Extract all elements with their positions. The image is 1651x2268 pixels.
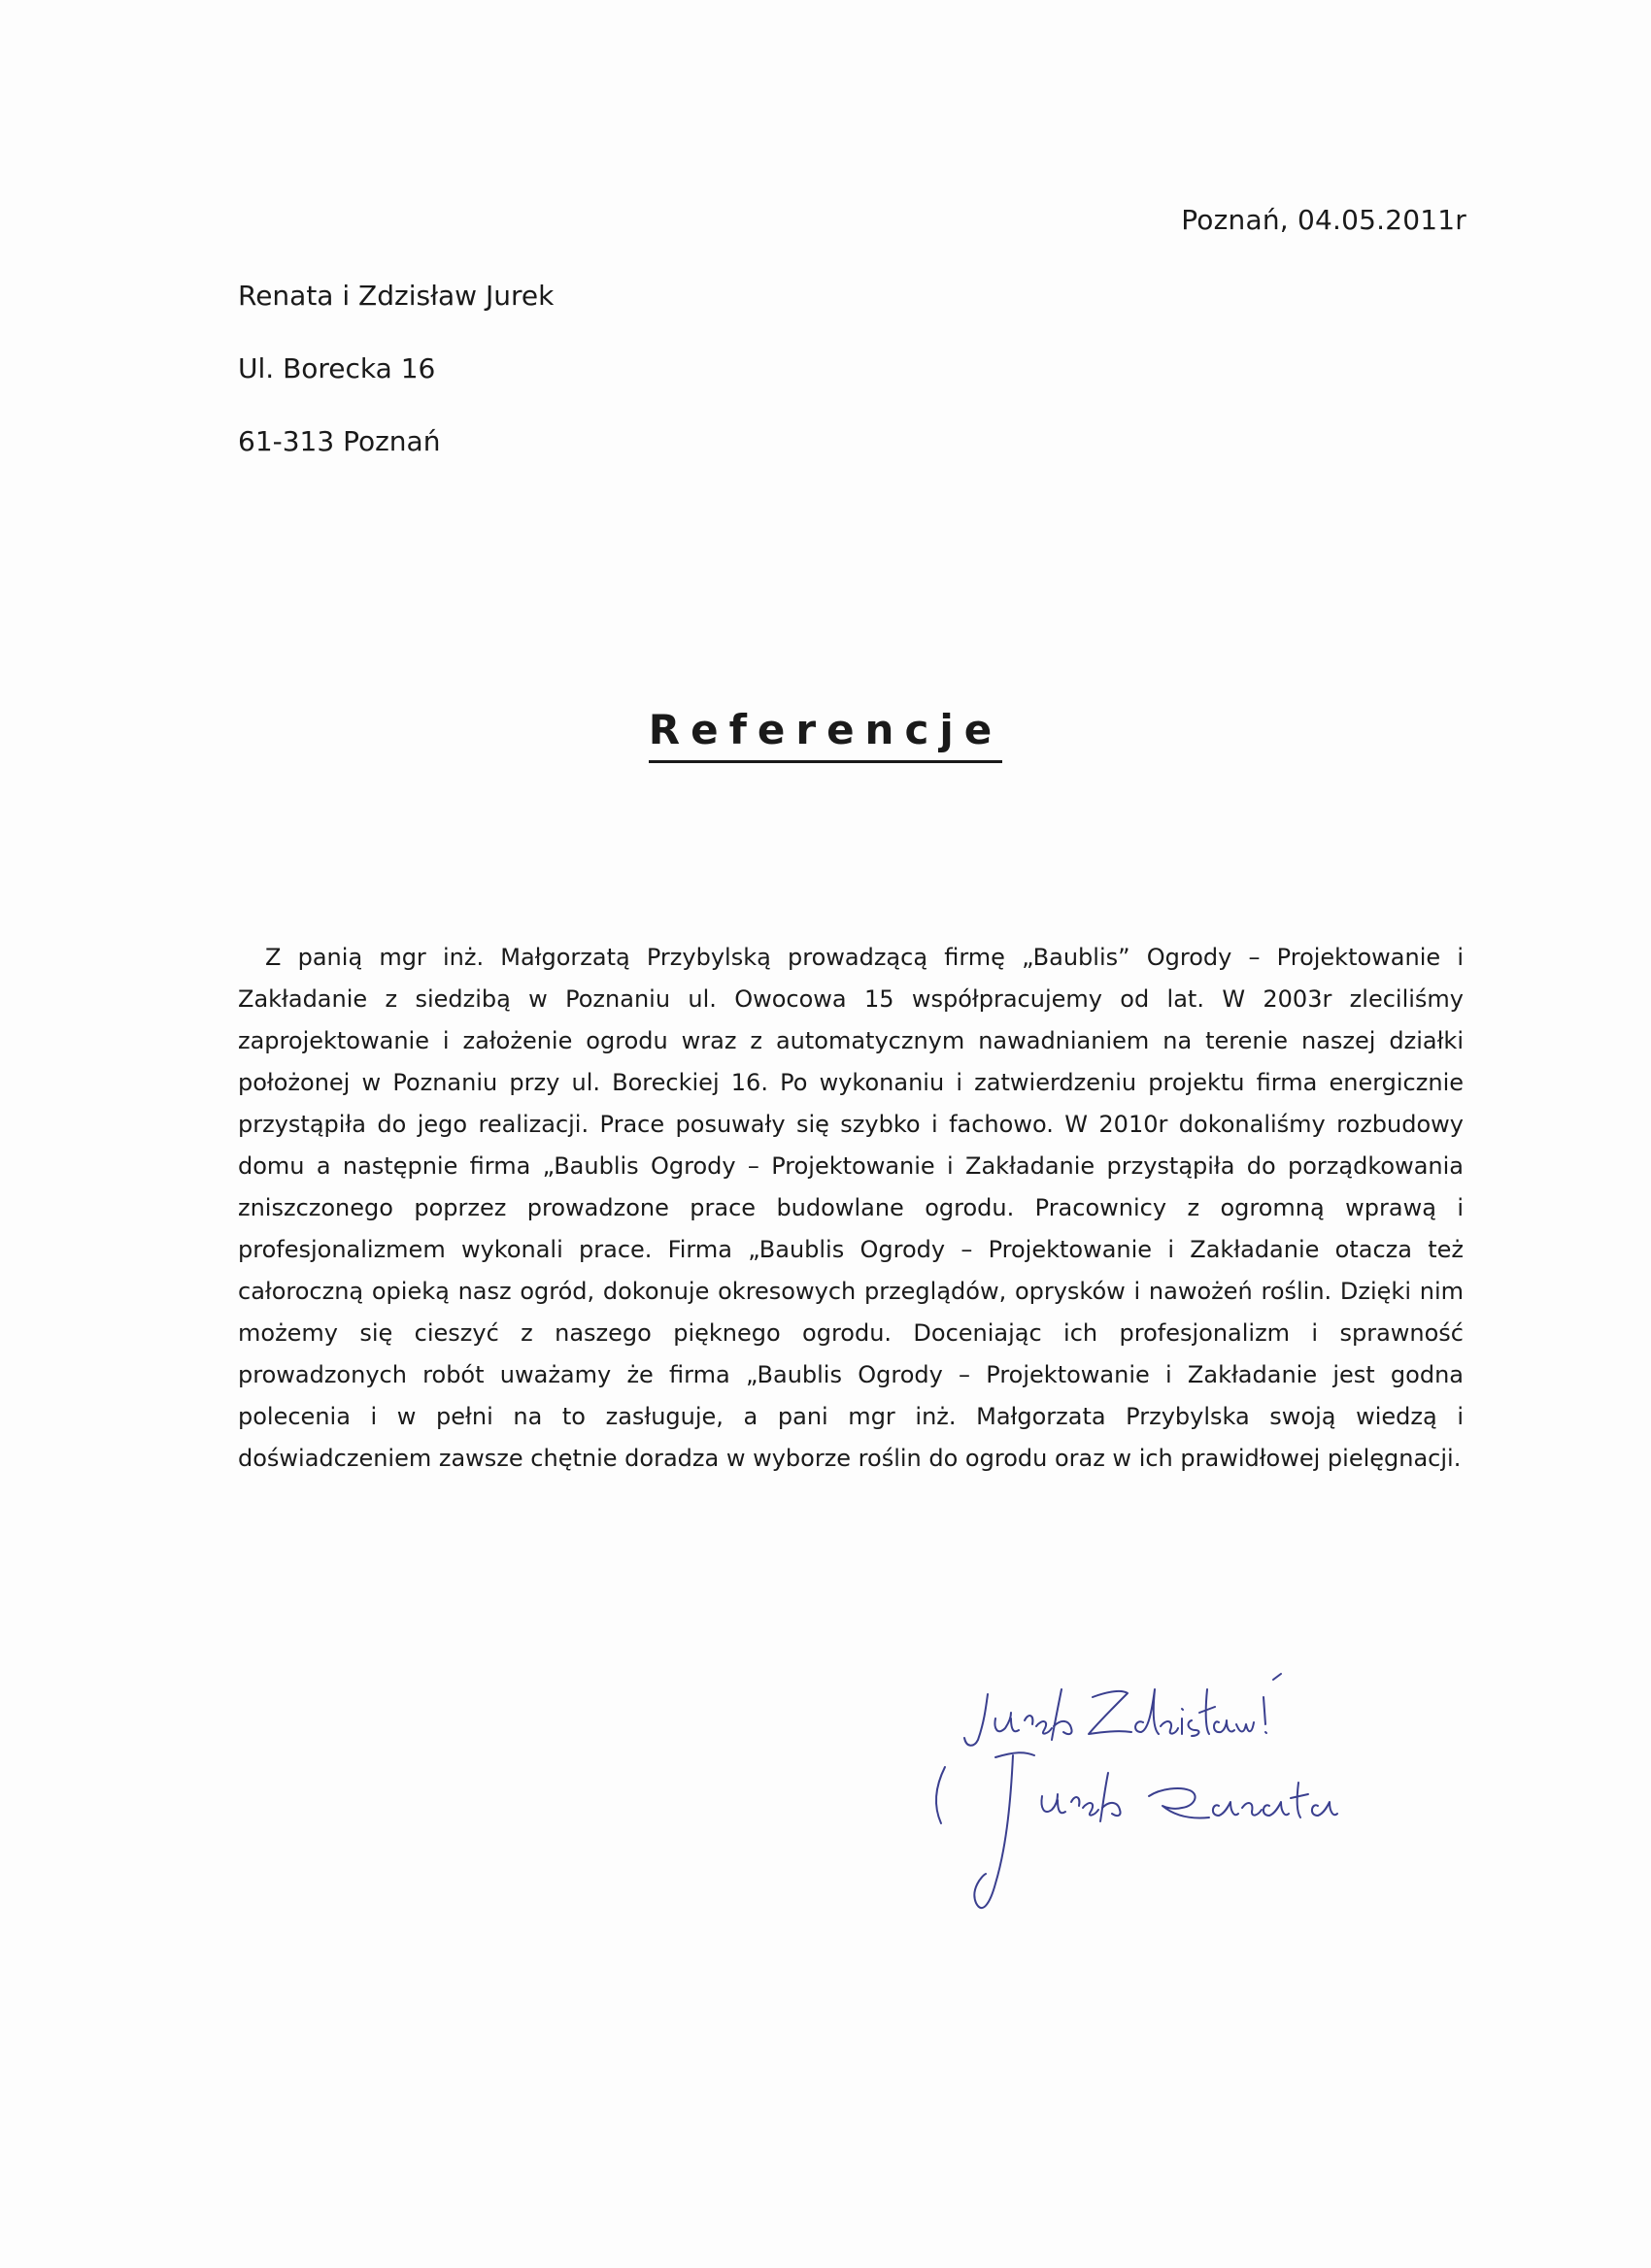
letter-date: Poznań, 04.05.2011r: [1181, 204, 1466, 236]
letter-title-wrapper: [0, 704, 1651, 763]
signature-drawing: [927, 1651, 1394, 2019]
letter-body: Z panią mgr inż. Małgorzatą Przybylską prowadzącą firmę „Baublis” Ogrody – Projektowanie i Zakładanie z siedzibą w Poznaniu ul. Owocowa 15 współpracujemy od lat. W 2003r zleciliśmy zaprojektowanie i założenie ogrodu wraz z automatycznym nawadnianiem na terenie naszej działki położonej w Poznaniu przy ul. Boreckiej 16. Po wykonaniu i zatwierdzeniu projektu firma energicznie przystąpiła do jego realizacji. Prace posuwały się szybko i fachowo. W 2010r dokonaliśmy rozbudowy domu a następnie firma „Baublis Ogrody – Projektowanie i Zakładanie przystąpiła do porządkowania zniszczonego poprzez prowadzone prace budowlane ogrodu. Pracownicy z ogromną wprawą i profesjonalizmem wykonali prace. Firma „Baublis Ogrody – Projektowanie i Zakładanie otacza też całoroczną opieką nasz ogród, dokonuje okresowych przeglądów, oprysków i nawożeń roślin. Dzięki nim możemy się cieszyć z naszego pięknego ogrodu. Doceniając ich profesjonalizm i sprawność prowadzonych robót uważamy że firma „Baublis Ogrody – Projektowanie i Zakładanie jest godna polecenia i w pełni na to zasługuje, a pani mgr inż. Małgorzata Przybylska swoją wiedzą i doświadczeniem zawsze chętnie doradza w wyborze roślin do ogrodu oraz w ich prawidłowej pielęgnacji.: [238, 944, 1464, 1472]
handwritten-signature: [927, 1651, 1394, 2019]
sender-street: Ul. Borecka 16: [238, 352, 436, 384]
sender-address: [238, 277, 554, 495]
sender-city: 61-313 Poznań: [238, 425, 441, 457]
letter-title: Referencje: [649, 704, 1002, 763]
sender-name: Renata i Zdzisław Jurek: [238, 280, 555, 312]
